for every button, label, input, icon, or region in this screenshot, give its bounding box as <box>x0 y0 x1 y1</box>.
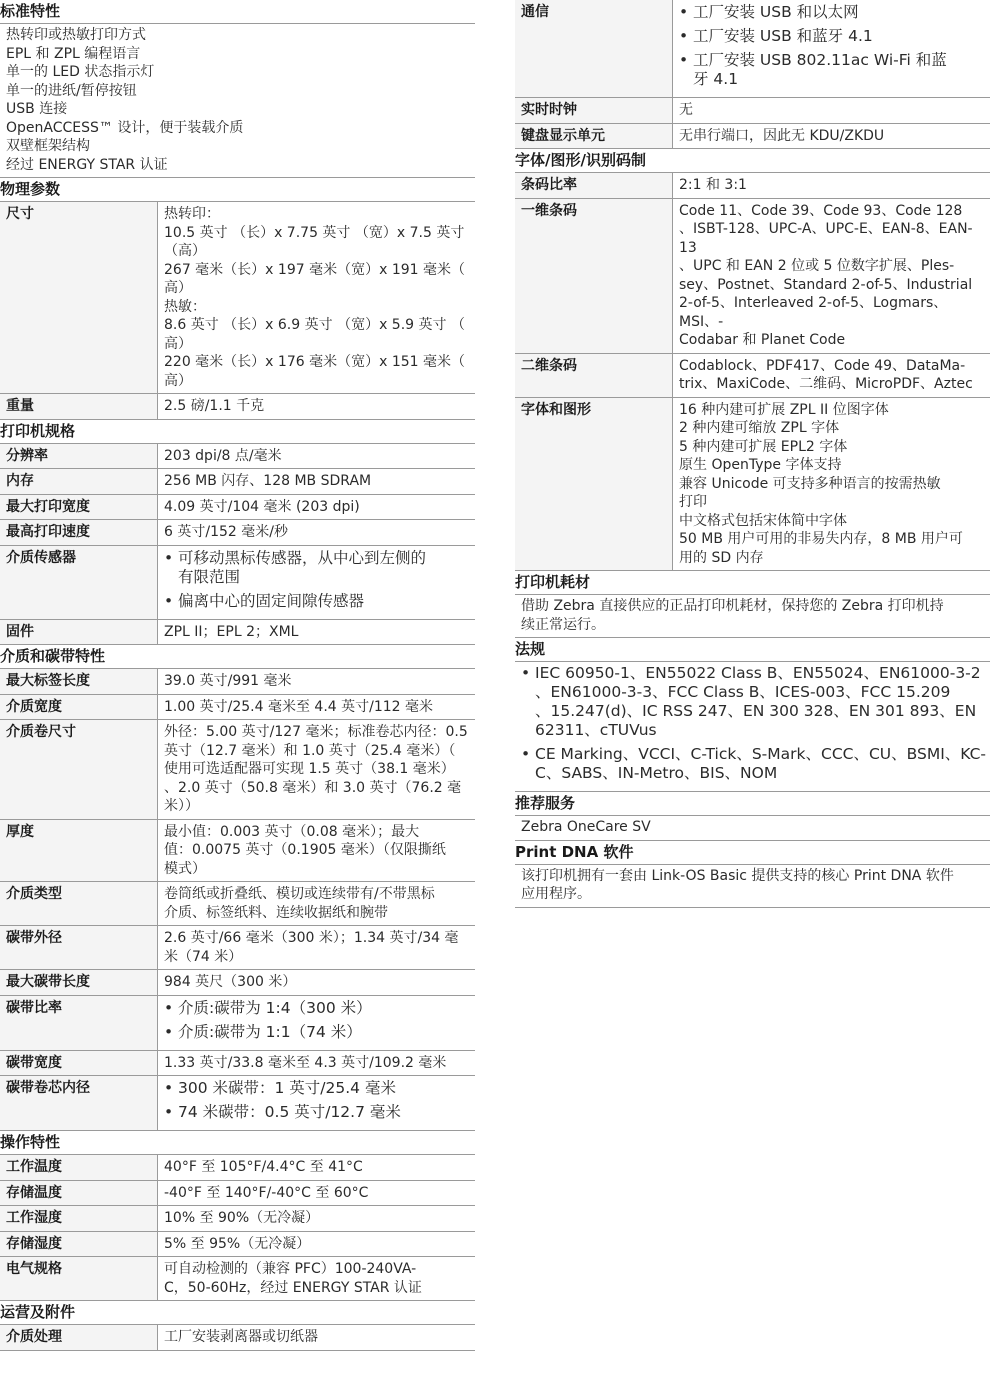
spec-value <box>158 394 475 419</box>
bullet-line: 74 米碳带：0.5 英寸/12.7 毫米 <box>178 1103 401 1121</box>
spec-row <box>0 695 475 721</box>
value-line: 6 英寸/152 毫米/秒 <box>164 524 288 540</box>
spec-label: 分辨率 <box>0 444 158 469</box>
value-line: Codabar 和 Planet Code <box>679 332 846 348</box>
value-line: 5% 至 95%（无冷凝） <box>164 1235 311 1252</box>
spec-row <box>0 720 475 820</box>
spec-value <box>158 1076 475 1130</box>
bullet-icon: • <box>164 1103 174 1121</box>
bullet-line: 62311、cTUVus <box>535 721 657 739</box>
value-line: 用的 SD 内存 <box>679 549 764 566</box>
bullet-icon: • <box>164 591 174 610</box>
bullet-item <box>164 999 471 1018</box>
text-line: 单一的进纸/暂停按钮 <box>6 82 137 99</box>
value-line: 使用可选适配器可实现 1.5 英寸（38.1 毫米） <box>164 761 455 777</box>
spec-label: 字体和图形 <box>515 398 673 571</box>
value-line: 256 MB 闪存、128 MB SDRAM <box>164 473 372 489</box>
left-column <box>0 0 475 1351</box>
spec-label: 实时时钟 <box>515 98 673 123</box>
spec-label: 最大打印宽度 <box>0 495 158 520</box>
value-line: 40°F 至 105°F/4.4°C 至 41°C <box>164 1159 363 1175</box>
section-services <box>515 792 990 841</box>
spec-label: 厚度 <box>0 820 158 882</box>
section-title: 推荐服务 <box>515 792 990 816</box>
value-line: 220 毫米（长）x 176 毫米（宽）x 151 毫米（ <box>164 354 465 370</box>
spec-row <box>0 996 475 1051</box>
value-line: 原生 OpenType 字体支持 <box>679 457 842 473</box>
spec-row <box>0 469 475 495</box>
bullet-text <box>693 51 947 89</box>
spec-value <box>673 398 990 571</box>
spec-value <box>673 173 990 198</box>
spec-value <box>158 926 475 969</box>
bullet-line: 可移动黑标传感器，从中心到左侧的 <box>178 548 427 567</box>
value-line: -40°F 至 140°F/-40°C 至 60°C <box>164 1184 369 1201</box>
spec-row <box>0 520 475 546</box>
value-line: 39.0 英寸/991 毫米 <box>164 673 292 689</box>
bullet-item <box>679 51 986 89</box>
bullet-line: 、15.247(d)、IC RSS 247、EN 300 328、EN 301 893、EN <box>535 702 977 720</box>
spec-label: 一维条码 <box>515 199 673 353</box>
spec-value <box>158 1325 475 1350</box>
text-line: 单一的 LED 状态指示灯 <box>6 64 155 80</box>
spec-value <box>158 1206 475 1231</box>
bullet-line: 牙 4.1 <box>693 70 739 88</box>
value-line: 10% 至 90%（无冷凝） <box>164 1210 320 1226</box>
spec-label: 介质宽度 <box>0 695 158 720</box>
section-text <box>515 816 990 841</box>
spec-label: 最大碳带长度 <box>0 970 158 995</box>
spec-value <box>158 996 475 1050</box>
spec-value <box>673 124 990 149</box>
spec-label: 条码比率 <box>515 173 673 198</box>
bullet-icon: • <box>679 51 689 69</box>
section-dna <box>515 841 990 908</box>
value-line: Code 11、Code 39、Code 93、Code 128 <box>679 202 963 219</box>
value-line: 可自动检测的（兼容 PFC）100-240VA- <box>164 1261 417 1277</box>
spec-row <box>0 1325 475 1351</box>
value-line: trix、MaxiCode、二维码、MicroPDF、Aztec <box>679 376 973 392</box>
spec-row <box>0 444 475 470</box>
value-line: 203 dpi/8 点/毫米 <box>164 447 282 464</box>
section-title: Print DNA 软件 <box>515 841 990 865</box>
spec-value <box>673 199 990 353</box>
spec-label: 碳带外径 <box>0 926 158 969</box>
section-title: 字体/图形/识别码制 <box>515 149 990 173</box>
bullet-text <box>535 664 981 740</box>
value-line: 无 <box>679 102 693 118</box>
value-line: 10.5 英寸 （长）x 7.75 英寸 （宽）x 7.5 英寸 <box>164 224 465 241</box>
spec-row <box>0 495 475 521</box>
text-line: 应用程序。 <box>521 886 591 902</box>
bullet-icon: • <box>164 548 174 567</box>
bullet-item <box>521 745 987 783</box>
text-line: 该打印机拥有一套由 Link-OS Basic 提供支持的核心 Print DNA 软件 <box>521 867 954 884</box>
bullet-list <box>164 549 471 611</box>
spec-row <box>0 1232 475 1258</box>
bullet-line: 工厂安装 USB 和蓝牙 4.1 <box>693 27 873 45</box>
bullet-item <box>164 1103 471 1122</box>
value-line: 2 种内建可缩放 ZPL 字体 <box>679 420 840 436</box>
value-line: 5 种内建可扩展 EPL2 字体 <box>679 438 848 455</box>
spec-value <box>158 469 475 494</box>
spec-label: 电气规格 <box>0 1257 158 1300</box>
section-supplies <box>515 571 990 638</box>
spec-value <box>158 720 475 819</box>
bullet-icon: • <box>164 1022 174 1041</box>
bullet-text <box>178 592 364 611</box>
value-line: 50 MB 用户可用的非易失内存，8 MB 用户可 <box>679 531 963 547</box>
section-title: 介质和碳带特性 <box>0 645 475 669</box>
value-line: （高） <box>164 243 206 259</box>
bullet-list <box>164 999 471 1042</box>
section-title: 操作特性 <box>0 1131 475 1155</box>
bullet-text <box>178 1103 401 1122</box>
bullet-list <box>679 3 986 89</box>
spec-row <box>515 0 990 98</box>
spec-row <box>515 124 990 150</box>
spec-row <box>515 173 990 199</box>
spec-label: 最高打印速度 <box>0 520 158 545</box>
value-line: 英寸（12.7 毫米）和 1.0 英寸（25.4 毫米）（ <box>164 742 456 759</box>
spec-row <box>0 202 475 394</box>
section-text <box>515 595 990 638</box>
spec-value <box>158 820 475 882</box>
section-comm <box>515 0 990 149</box>
spec-row <box>0 926 475 970</box>
value-line: 2-of-5、Interleaved 2-of-5、Logmars、MSI、- <box>679 295 948 330</box>
section-printer <box>0 420 475 646</box>
section-title: 标准特性 <box>0 0 475 24</box>
value-line: 兼容 Unicode 可支持多种语言的按需热敏 <box>679 475 941 492</box>
spec-label: 内存 <box>0 469 158 494</box>
spec-label: 键盘显示单元 <box>515 124 673 149</box>
bullet-icon: • <box>521 745 531 763</box>
section-ops <box>0 1301 475 1351</box>
bullet-icon: • <box>679 3 689 21</box>
value-line: 、ISBT-128、UPC-A、UPC-E、EAN-8、EAN-13 <box>679 221 973 256</box>
value-line: ZPL II；EPL 2；XML <box>164 623 299 640</box>
value-line: 值：0.0075 英寸（0.1905 毫米）（仅限撕纸 <box>164 842 446 858</box>
spec-label: 尺寸 <box>0 202 158 393</box>
text-line: EPL 和 ZPL 编程语言 <box>6 45 141 62</box>
spec-value <box>158 1257 475 1300</box>
value-line: 无串行端口，因此无 KDU/ZKDU <box>679 127 885 144</box>
spec-row <box>515 354 990 398</box>
text-line: USB 连接 <box>6 101 68 117</box>
spec-value <box>158 882 475 925</box>
value-line: 模式） <box>164 860 206 877</box>
value-line: 1.33 英寸/33.8 毫米至 4.3 英寸/109.2 毫米 <box>164 1054 447 1071</box>
spec-row <box>515 98 990 124</box>
bullet-icon: • <box>164 998 174 1017</box>
value-line: 外径：5.00 英寸/127 毫米；标准卷芯内径：0.5 <box>164 724 468 740</box>
bullet-text <box>178 1023 362 1042</box>
bullet-line: 介质:碳带为 1:1（74 米） <box>178 1022 362 1041</box>
spec-label: 固件 <box>0 620 158 645</box>
section-bullets <box>515 662 990 792</box>
value-line: 工厂安装剥离器或切纸器 <box>164 1329 318 1345</box>
spec-label: 存储湿度 <box>0 1232 158 1257</box>
spec-label: 重量 <box>0 394 158 419</box>
bullet-line: 工厂安装 USB 802.11ac Wi-Fi 和蓝 <box>693 51 947 69</box>
value-line: 介质、标签纸料、连续收据纸和腕带 <box>164 904 388 921</box>
value-line: C，50-60Hz，经过 ENERGY STAR 认证 <box>164 1279 422 1296</box>
spec-value <box>673 0 990 97</box>
bullet-line: 介质:碳带为 1:4（300 米） <box>178 998 372 1017</box>
spec-label: 通信 <box>515 0 673 97</box>
spec-value <box>158 444 475 469</box>
spec-label: 存储温度 <box>0 1181 158 1206</box>
bullet-line: 、EN61000-3-3、FCC Class B、ICES-003、FCC 15.209 <box>535 683 951 701</box>
spec-value <box>158 1181 475 1206</box>
spec-value <box>158 202 475 393</box>
spec-label: 碳带卷芯内径 <box>0 1076 158 1130</box>
bullet-line: C、SABS、IN-Metro、BIS、NOM <box>535 764 778 782</box>
section-regulatory <box>515 638 990 792</box>
bullet-item <box>679 3 986 22</box>
spec-value <box>158 520 475 545</box>
spec-row <box>0 820 475 883</box>
value-line: 米（74 米） <box>164 948 243 965</box>
value-line: 984 英尺（300 米） <box>164 974 297 990</box>
spec-row <box>0 1076 475 1131</box>
spec-value <box>158 970 475 995</box>
section-title: 打印机规格 <box>0 420 475 444</box>
value-line: 、UPC 和 EAN 2 位或 5 位数字扩展、Ples- <box>679 258 955 274</box>
value-line: 2.6 英寸/66 毫米（300 米）；1.34 英寸/34 毫 <box>164 930 459 946</box>
value-line: 4.09 英寸/104 毫米 (203 dpi) <box>164 498 360 515</box>
value-line: Codablock、PDF417、Code 49、DataMa- <box>679 357 966 374</box>
section-title: 打印机耗材 <box>515 571 990 595</box>
section-fonts <box>515 149 990 571</box>
value-line: 267 毫米（长）x 197 毫米（宽）x 191 毫米（ <box>164 261 465 278</box>
spec-row <box>0 882 475 926</box>
spec-value <box>673 354 990 397</box>
value-line: 打印 <box>679 494 707 510</box>
right-column <box>515 0 990 908</box>
bullet-text <box>693 3 859 22</box>
spec-value <box>158 1155 475 1180</box>
bullet-line: 300 米碳带：1 英寸/25.4 毫米 <box>178 1079 396 1097</box>
value-line: 高） <box>164 280 192 296</box>
value-line: 热敏： <box>164 298 206 315</box>
value-line: 中文格式包括宋体简中字体 <box>679 512 847 529</box>
value-line: 卷筒纸或折叠纸、模切或连续带有/不带黑标 <box>164 886 435 902</box>
bullet-icon: • <box>679 27 689 45</box>
value-line: 16 种内建可扩展 ZPL II 位图字体 <box>679 401 889 418</box>
bullet-line: 有限范围 <box>178 567 241 586</box>
value-line: 、2.0 英寸（50.8 毫米）和 3.0 英寸（76.2 毫 <box>164 779 462 796</box>
bullet-item <box>679 27 986 46</box>
bullet-item <box>164 1023 471 1042</box>
bullet-line: CE Marking、VCCI、C-Tick、S-Mark、CCC、CU、BSMI、KC- <box>535 745 987 763</box>
spec-label: 碳带宽度 <box>0 1051 158 1076</box>
value-line: 8.6 英寸 （长）x 6.9 英寸 （宽）x 5.9 英寸 （ <box>164 317 465 333</box>
spec-value <box>158 669 475 694</box>
section-title: 运营及附件 <box>0 1301 475 1325</box>
spec-label: 介质处理 <box>0 1325 158 1350</box>
value-line: 米）） <box>164 798 199 814</box>
spec-value <box>158 620 475 645</box>
text-line: 经过 ENERGY STAR 认证 <box>6 156 168 173</box>
value-line: 热转印： <box>164 206 220 222</box>
bullet-item <box>521 664 984 740</box>
section-operating <box>0 1131 475 1301</box>
spec-label: 工作湿度 <box>0 1206 158 1231</box>
spec-label: 碳带比率 <box>0 996 158 1050</box>
spec-label: 二维条码 <box>515 354 673 397</box>
text-line: Zebra OneCare SV <box>521 819 651 835</box>
spec-label: 最大标签长度 <box>0 669 158 694</box>
text-line: 双壁框架结构 <box>6 138 90 154</box>
bullet-item <box>164 592 471 611</box>
spec-value <box>158 695 475 720</box>
section-title: 法规 <box>515 638 990 662</box>
text-line: 热转印或热敏打印方式 <box>6 27 146 43</box>
spec-value <box>158 1232 475 1257</box>
text-line: 借助 Zebra 直接供应的正品打印机耗材，保持您的 Zebra 打印机持 <box>521 598 944 614</box>
spec-label: 介质类型 <box>0 882 158 925</box>
spec-row <box>0 546 475 620</box>
spec-row <box>515 398 990 572</box>
section-text <box>0 24 475 178</box>
bullet-line: IEC 60950-1、EN55022 Class B、EN55024、EN61000-3-2 <box>535 664 981 682</box>
spec-row <box>0 970 475 996</box>
bullet-text <box>693 27 873 46</box>
text-line: OpenACCESS™ 设计，便于装载介质 <box>6 119 244 136</box>
spec-row <box>0 1155 475 1181</box>
spec-row <box>0 669 475 695</box>
bullet-line: 偏离中心的固定间隙传感器 <box>178 591 365 610</box>
value-line: 高） <box>164 335 192 352</box>
spec-label: 工作温度 <box>0 1155 158 1180</box>
bullet-text <box>178 549 426 587</box>
value-line: 2:1 和 3:1 <box>679 177 747 193</box>
bullet-item <box>164 549 471 587</box>
value-line: 1.00 英寸/25.4 毫米至 4.4 英寸/112 毫米 <box>164 698 434 715</box>
bullet-text <box>535 745 986 783</box>
spec-value <box>158 495 475 520</box>
spec-row <box>0 1206 475 1232</box>
spec-value <box>158 1051 475 1076</box>
spec-row <box>0 394 475 420</box>
bullet-text <box>178 999 372 1018</box>
section-title: 物理参数 <box>0 178 475 202</box>
value-line: 高） <box>164 372 192 389</box>
value-line: sey、Postnet、Standard 2-of-5、Industrial <box>679 276 973 293</box>
section-text <box>515 865 990 908</box>
bullet-line: 工厂安装 USB 和以太网 <box>693 3 859 21</box>
spec-label: 介质卷尺寸 <box>0 720 158 819</box>
bullet-item <box>164 1079 471 1098</box>
value-line: 最小值：0.003 英寸（0.08 毫米）；最大 <box>164 823 420 840</box>
bullet-text <box>178 1079 396 1098</box>
bullet-list <box>521 664 987 783</box>
spec-row <box>0 620 475 646</box>
value-line: 2.5 磅/1.1 千克 <box>164 398 265 414</box>
spec-row <box>515 199 990 354</box>
bullet-icon: • <box>164 1079 174 1097</box>
section-standard <box>0 0 475 178</box>
spec-value <box>158 546 475 619</box>
spec-row <box>0 1181 475 1207</box>
spec-label: 介质传感器 <box>0 546 158 619</box>
bullet-list <box>164 1079 471 1122</box>
text-line: 续正常运行。 <box>521 616 605 633</box>
spec-row <box>0 1051 475 1077</box>
spec-value <box>673 98 990 123</box>
bullet-icon: • <box>521 664 531 682</box>
spec-row <box>0 1257 475 1301</box>
section-media <box>0 645 475 1131</box>
section-physical <box>0 178 475 420</box>
